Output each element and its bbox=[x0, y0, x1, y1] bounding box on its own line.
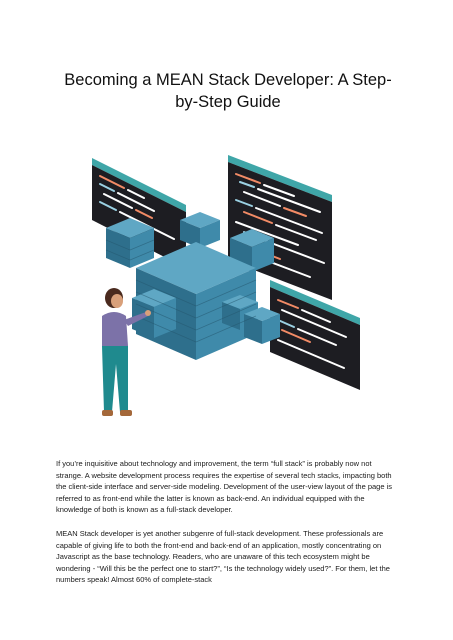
hero-illustration bbox=[84, 150, 374, 425]
code-screen-right-bottom bbox=[270, 280, 360, 390]
intro-paragraph: If you’re inquisitive about technology and improvement, the term “full stack” is probably now not strange. A website development process requires the expertise of several tech stacks, impacting both the client-side interface and server-side modeling. Development of the user-view layout of the page is referred to as front-end while the latter is known as back-end. An individual equipped with the knowledge of both is known as a full-stack developer. bbox=[56, 459, 393, 515]
server-blocks bbox=[106, 212, 280, 360]
document-title: Becoming a MEAN Stack Developer: A Step-by-Step Guide bbox=[64, 71, 392, 111]
mean-stack-paragraph: MEAN Stack developer is yet another subgenre of full-stack development. These professionals are capable of giving life to both the front-end and back-end of an application, mostly concentrating on Javascript as the base technology. Readers, who are unaware of this tech ecosystem might be wondering - “Will this be the perfect one to start?”, “Is the technology widely used?”. For them, let the numbers speak! Almost 60% of complete-stack bbox=[56, 529, 390, 585]
